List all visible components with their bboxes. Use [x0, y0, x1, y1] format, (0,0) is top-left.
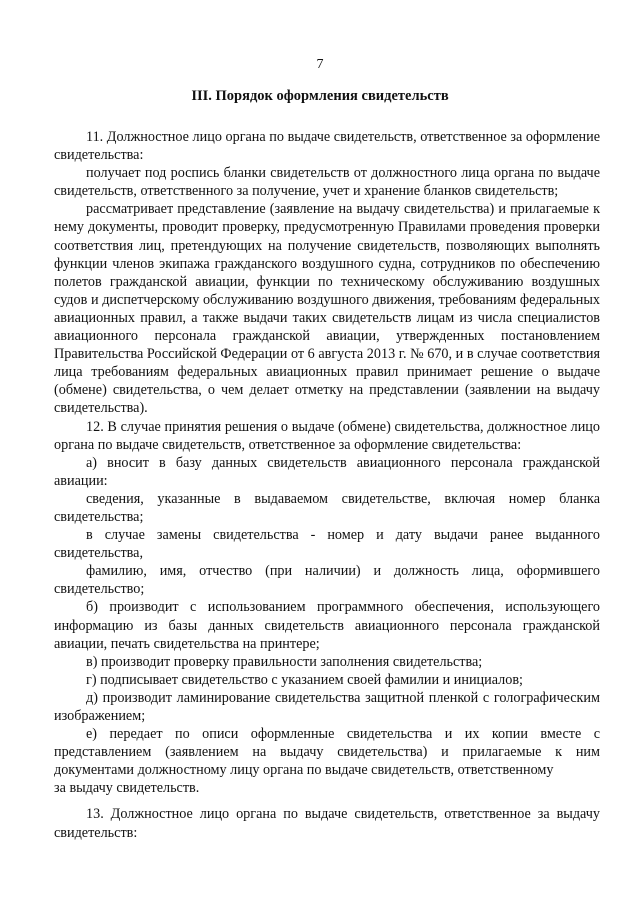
paragraph-11: 11. Должностное лицо органа по выдаче свидетельств, ответственное за оформление свидетельства:: [54, 129, 600, 164]
paragraph-12-d: д) производит ламинирование свидетельства защитной пленкой с голографическим изображением;: [54, 689, 600, 724]
paragraph-12-e: е) передает по описи оформленные свидетельства и их копии вместе с представлением (заявлением на выдачу свидетельства) и прилагаемые к ним документами должностному лицу органа по выдаче свидетельств, ответственному: [54, 726, 600, 779]
paragraph-12-a: а) вносит в базу данных свидетельств авиационного персонала гражданской авиации:: [54, 454, 600, 489]
section-heading: III. Порядок оформления свидетельств: [191, 88, 449, 104]
paragraph-12: 12. В случае принятия решения о выдаче (обмене) свидетельства, должностное лицо органа по выдаче свидетельств, ответственное за оформление свидетельства:: [54, 418, 600, 453]
body-text: [54, 128, 600, 842]
paragraph-12-e-continued: за выдачу свидетельств.: [54, 780, 200, 797]
page-number: 7: [316, 57, 324, 72]
paragraph-12-a-issuer: фамилию, имя, отчество (при наличии) и должность лица, оформившего свидетельство;: [54, 563, 600, 598]
paragraph-12-a-replacement: в случае замены свидетельства - номер и дату выдачи ранее выданного свидетельства,: [54, 527, 600, 562]
paragraph-12-b: б) производит с использованием программного обеспечения, использующего информацию из базы данных свидетельств авиационного персонала гражданской авиации, печать свидетельства на принтере;: [54, 599, 600, 652]
paragraph-reviews-application: рассматривает представление (заявление на выдачу свидетельства) и прилагаемые к нему документы, проводит проверку, предусмотренную Правилами проведения проверки соответствия лиц, претендующих на получение свидетельств, позволяющих выполнять функции членов экипажа гражданского воздушного судна, сотрудников по обеспечению полетов гражданской авиации, функции по техническому обслуживанию воздушных судов и диспетчерскому обслуживанию воздушного движения, требованиям федеральных авиационных правил, а также выдачи таких свидетельств лицам из числа специалистов авиационного персонала гражданской авиации, утвержденных постановлением Правительства Российской Федерации от 6 августа 2013 г. № 670, и в случае соответствия лица требованиям федеральных авиационных правил принимает решение о выдаче (обмене) свидетельства, о чем делает отметку на представлении (заявлении на выдачу свидетельства).: [54, 201, 600, 417]
paragraph-12-g: г) подписывает свидетельство с указанием своей фамилии и инициалов;: [86, 671, 523, 688]
paragraph-receives-forms: получает под роспись бланки свидетельств от должностного лица органа по выдаче свидетельств, ответственного за получение, учет и хранение бланков свидетельств;: [54, 165, 600, 200]
paragraph-12-v: в) производит проверку правильности заполнения свидетельства;: [86, 653, 483, 670]
paragraph-13: 13. Должностное лицо органа по выдаче свидетельств, ответственное за выдачу свидетельств:: [54, 806, 600, 841]
paragraph-12-a-details: сведения, указанные в выдаваемом свидетельстве, включая номер бланка свидетельства;: [54, 490, 600, 525]
